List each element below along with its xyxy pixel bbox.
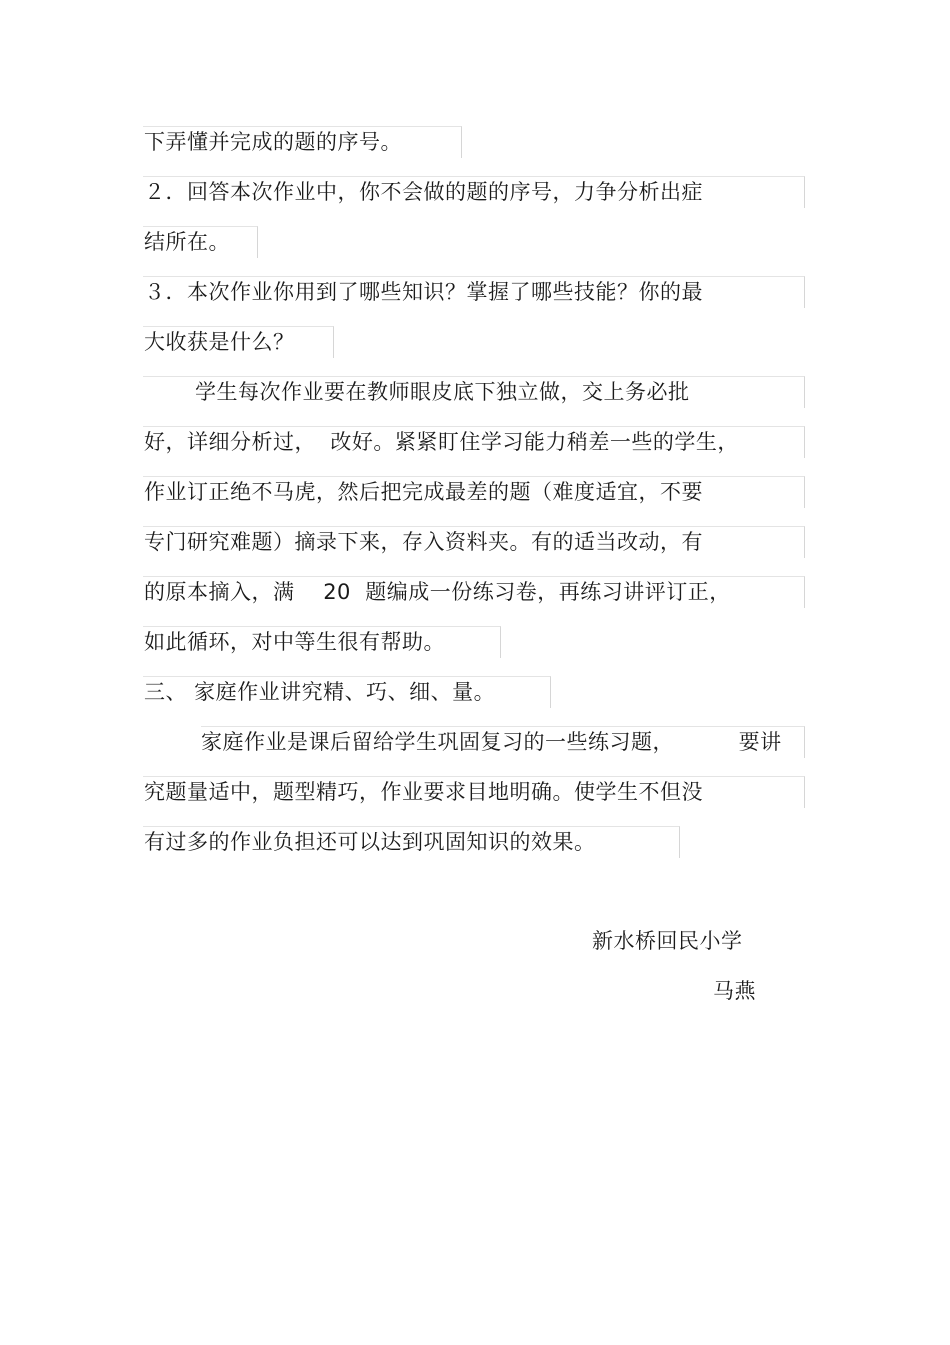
text-line: 如此循环，对中等生很有帮助。	[144, 630, 445, 654]
text-line: 学生每次作业要在教师眼皮底下独立做，交上务必批	[195, 380, 690, 404]
text-line: 有过多的作业负担还可以达到巩固知识的效果。	[144, 830, 596, 854]
text-line: ３．本次作业你用到了哪些知识？掌握了哪些技能？你的最	[144, 280, 703, 304]
text-line: 的原本摘入，满 20 题编成一份练习卷，再练习讲评订正，	[144, 580, 731, 604]
signature-author: 马燕	[713, 979, 756, 1003]
text-line: 专门研究难题）摘录下来，存入资料夹。有的适当改动，有	[144, 530, 703, 554]
text-line: 大收获是什么？	[144, 330, 295, 354]
text-line: ２．回答本次作业中，你不会做的题的序号，力争分析出症	[144, 180, 703, 204]
section-heading: 三、 家庭作业讲究精、巧、细、量。	[144, 680, 496, 704]
signature-school: 新水桥回民小学	[592, 929, 743, 953]
text-line: 下弄懂并完成的题的序号。	[144, 130, 402, 154]
text-line: 结所在。	[144, 230, 230, 254]
text-line: 好，详细分析过， 改好。紧紧盯住学习能力稍差一些的学生，	[144, 430, 739, 454]
text-line: 家庭作业是课后留给学生巩固复习的一些练习题， 要讲	[201, 730, 782, 754]
text-line: 作业订正绝不马虎，然后把完成最差的题（难度适宜，不要	[144, 480, 703, 504]
text-line: 究题量适中，题型精巧，作业要求目地明确。使学生不但没	[144, 780, 703, 804]
